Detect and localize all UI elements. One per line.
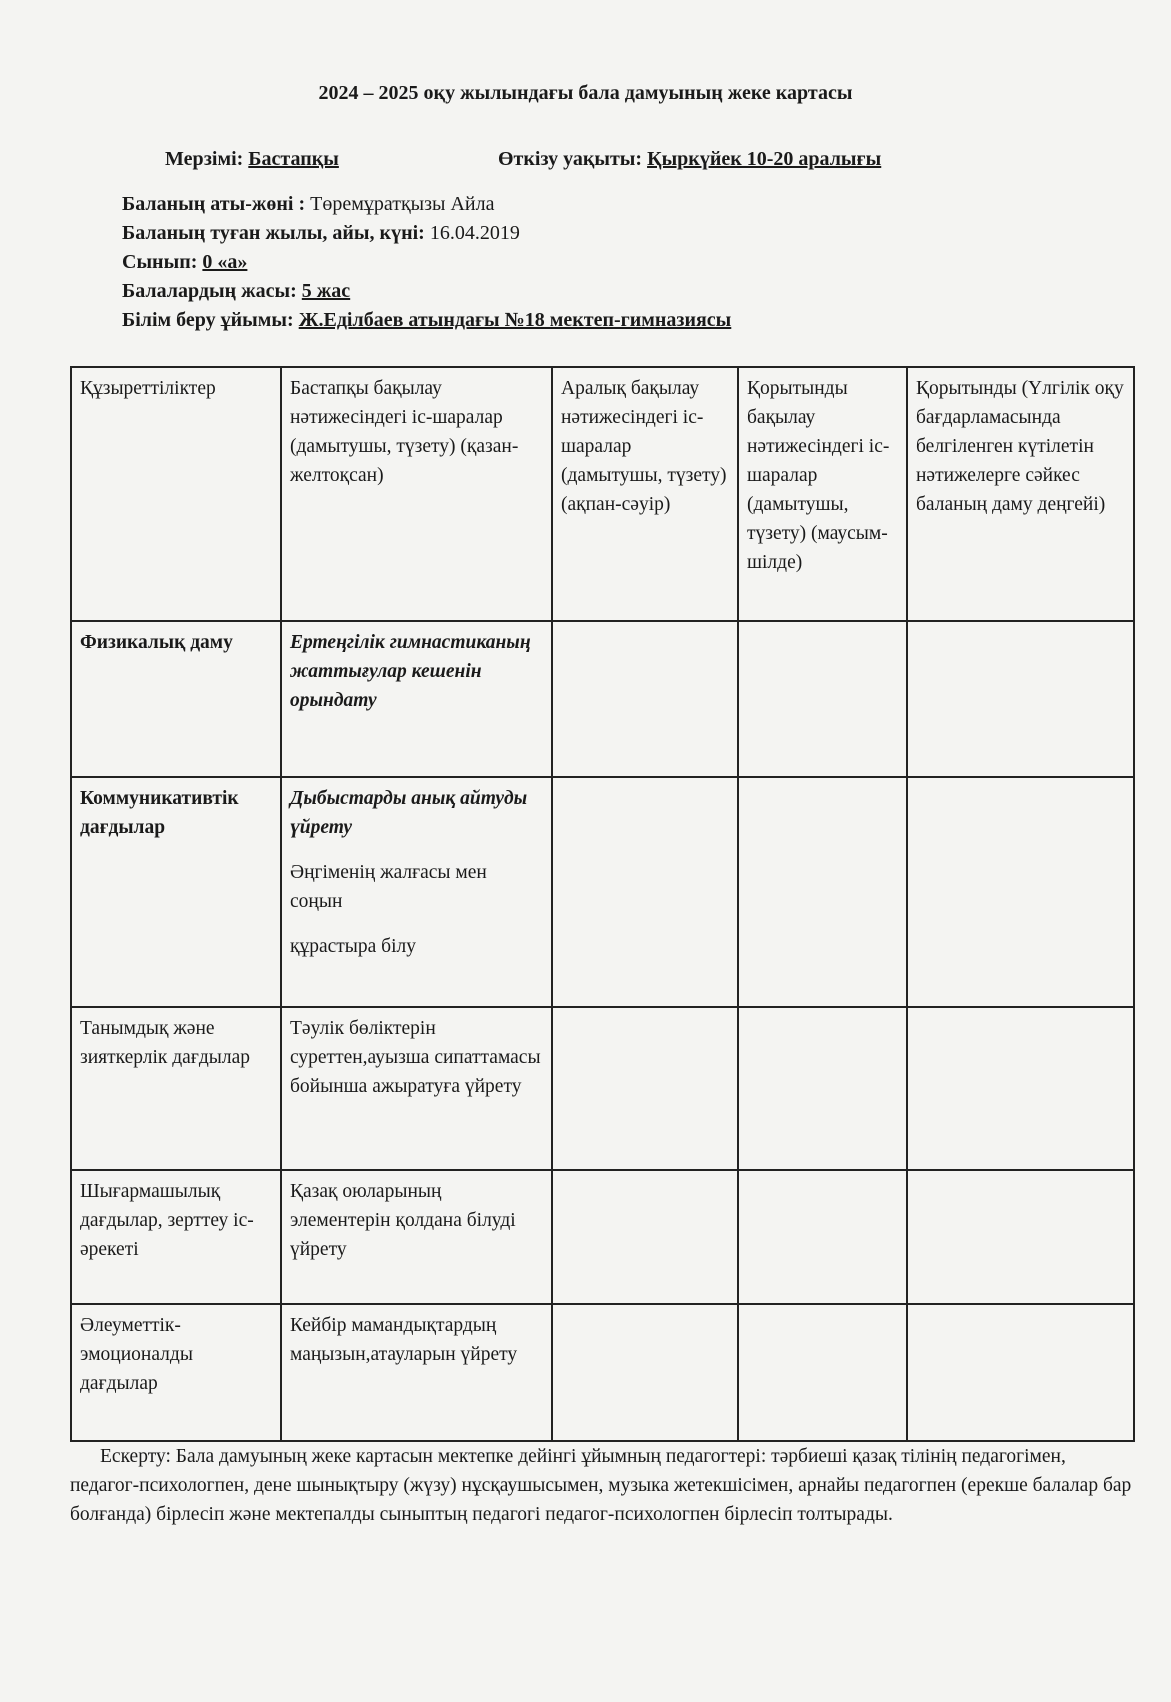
table-row <box>71 1304 1134 1441</box>
final-level-cell[interactable] <box>907 621 1134 777</box>
name-value: Төремұратқызы Айла <box>310 193 495 215</box>
class-field <box>122 251 247 274</box>
intermediate-cell[interactable] <box>552 777 738 1007</box>
initial-activity-cell: Тәулік бөліктерін суреттен,ауызша сипаттамасы бойынша ажыратуға үйрету <box>281 1007 552 1170</box>
org-value: Ж.Еділбаев атындағы №18 мектеп-гимназиясы <box>298 309 732 331</box>
org-label: Білім беру ұйымы: <box>122 309 294 331</box>
birth-value: 16.04.2019 <box>429 222 520 244</box>
time-label: Өткізу уақыты: <box>498 148 643 170</box>
class-value: 0 «а» <box>202 251 248 273</box>
intermediate-cell[interactable] <box>552 1170 738 1304</box>
time-value: Қыркүйек 10-20 аралығы <box>647 148 882 170</box>
time-field <box>498 148 881 171</box>
header-intermediate: Аралық бақылау нәтижесіндегі іс-шаралар (дамытушы, түзету) (ақпан-сәуір) <box>552 367 738 621</box>
table-header-row <box>71 367 1134 621</box>
term-label: Мерзімі: <box>165 148 244 170</box>
header-final-level: Қорытынды (Үлгілік оқу бағдарламасында белгіленген күтілетін нәтижелерге сәйкес баланың даму деңгейі) <box>907 367 1134 621</box>
age-field <box>122 280 350 303</box>
final-activity-cell[interactable] <box>738 777 907 1007</box>
age-value: 5 жас <box>301 280 351 302</box>
competency-cell: Физикалық даму <box>71 621 281 777</box>
final-activity-cell[interactable] <box>738 1007 907 1170</box>
initial-activity-cell: Қазақ оюларының элементерін қолдана білуді үйрету <box>281 1170 552 1304</box>
final-level-cell[interactable] <box>907 777 1134 1007</box>
header-competencies: Құзыреттіліктер <box>71 367 281 621</box>
activity-line: Әңгіменің жалғасы мен соңын <box>290 862 487 912</box>
table-row <box>71 621 1134 777</box>
final-level-cell[interactable] <box>907 1007 1134 1170</box>
term-value: Бастапқы <box>248 148 339 170</box>
footnote: Ескерту: Бала дамуының жеке картасын мектепке дейінгі ұйымның педагогтері: тәрбиеші қазақ тілінің педагогімен, педагог-психологпен, дене шынықтыру (жүзу) нұсқаушысымен, музыка жетекшісімен, арнайы педагогпен (ерекше балалар бар болғанда) бірлесіп және мектепалды сыныптың педагогі педагог-психологпен бірлесіп толтырады. <box>70 1446 1132 1525</box>
birth-label: Баланың туған жылы, айы, күні: <box>122 222 425 244</box>
activity-line: Дыбыстарды анық айтуды үйрету <box>290 788 528 838</box>
intermediate-cell[interactable] <box>552 1007 738 1170</box>
final-level-cell[interactable] <box>907 1170 1134 1304</box>
final-activity-cell[interactable] <box>738 621 907 777</box>
table-row <box>71 777 1134 1007</box>
competency-cell: Танымдық және зияткерлік дағдылар <box>71 1007 281 1170</box>
final-activity-cell[interactable] <box>738 1304 907 1441</box>
name-label: Баланың аты-жөні : <box>122 193 306 215</box>
initial-activity-cell <box>281 777 552 1007</box>
birth-field <box>122 222 520 245</box>
final-level-cell[interactable] <box>907 1304 1134 1441</box>
org-field <box>122 309 731 332</box>
development-table <box>70 366 1135 1442</box>
final-activity-cell[interactable] <box>738 1170 907 1304</box>
document-title: 2024 – 2025 оқу жылындағы бала дамуының жеке картасы <box>318 82 853 104</box>
competency-cell: Әлеуметтік-эмоционалды дағдылар <box>71 1304 281 1441</box>
intermediate-cell[interactable] <box>552 1304 738 1441</box>
competency-cell: Коммуникативтік дағдылар <box>71 777 281 1007</box>
intermediate-cell[interactable] <box>552 621 738 777</box>
term-field <box>165 148 339 171</box>
header-final-activities: Қорытынды бақылау нәтижесіндегі іс-шаралар (дамытушы, түзету) (маусым-шілде) <box>738 367 907 621</box>
age-label: Балалардың жасы: <box>122 280 297 302</box>
initial-activity-cell: Ертеңгілік гимнастиканың жаттығулар кешенін орындату <box>281 621 552 777</box>
class-label: Сынып: <box>122 251 198 273</box>
header-initial: Бастапқы бақылау нәтижесіндегі іс-шаралар (дамытушы, түзету) (қазан-желтоқсан) <box>281 367 552 621</box>
table-row <box>71 1007 1134 1170</box>
competency-cell: Шығармашылық дағдылар, зерттеу іс-әрекеті <box>71 1170 281 1304</box>
table-row <box>71 1170 1134 1304</box>
initial-activity-cell: Кейбір мамандықтардың маңызын,атауларын үйрету <box>281 1304 552 1441</box>
activity-line: құрастыра білу <box>290 936 417 957</box>
name-field <box>122 193 494 216</box>
